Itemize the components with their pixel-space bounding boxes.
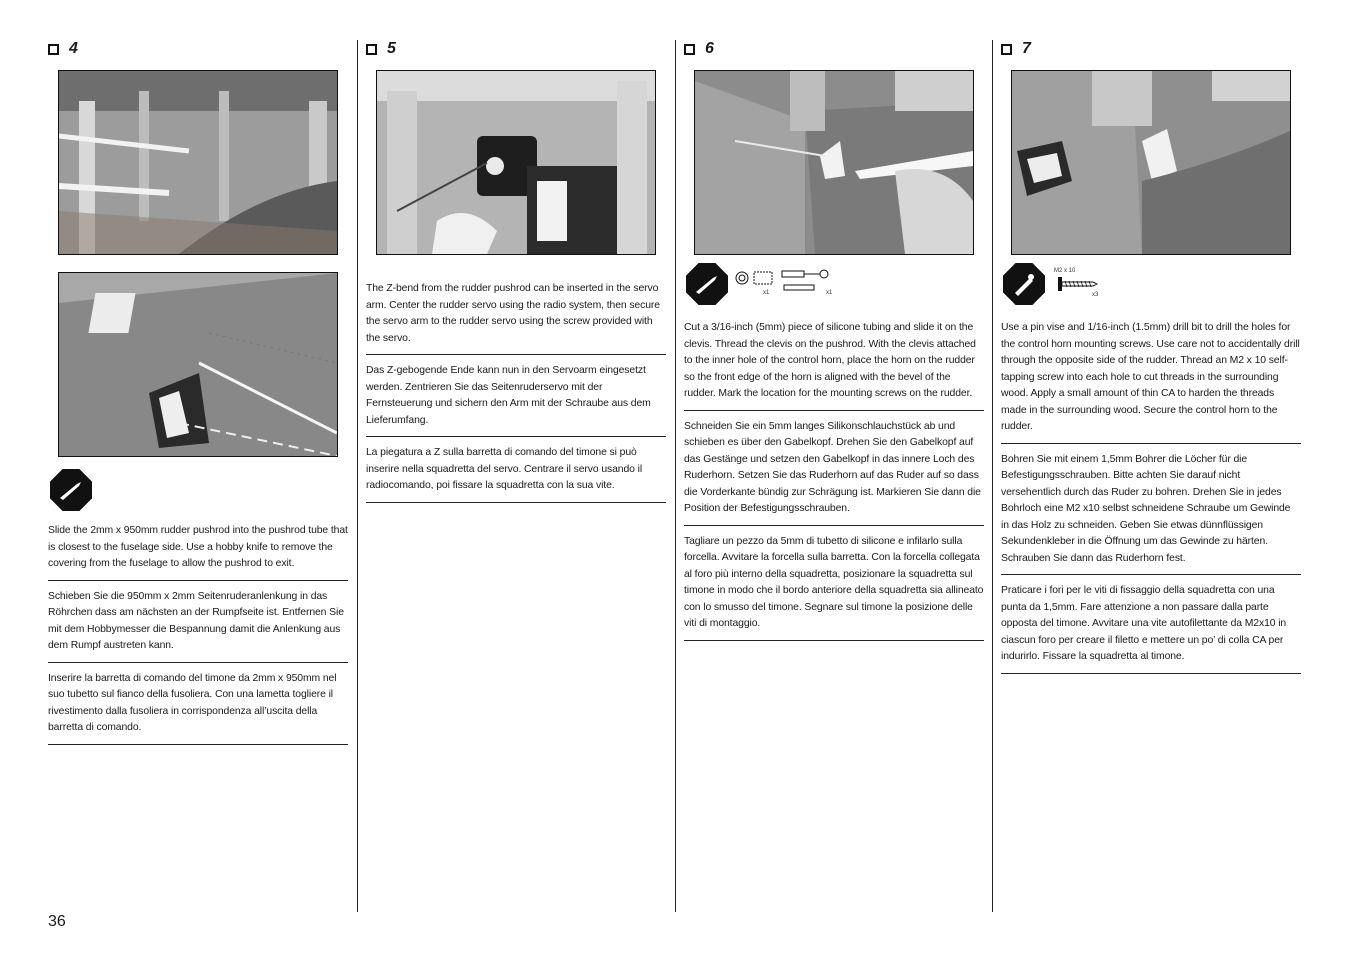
- screw-icon: [1057, 276, 1099, 292]
- step-header: [684, 38, 984, 60]
- step-7: [1001, 38, 1301, 678]
- instruction-de: Bohren Sie mit einem 1,5mm Bohrer die Löcher für die Befestigungsschrauben. Bitte achten Sie darauf nicht versehentlich durch das Ruder zu bohren. Drehen Sie in jedes Bohrloch eine M2 x10 selbst schneidene Schraube um Gewinde in das Holz zu schneiden. Geben Sie etwas dünnflüssigen Sekundenkleber in die Öffnung um das Gewinde zu härten. Schrauben Sie dann das Ruderhorn fest.: [1001, 444, 1301, 576]
- step-header: [366, 38, 666, 60]
- step-number: 4: [69, 40, 78, 57]
- instruction-de: Das Z-gebogende Ende kann nun in den Servoarm eingesetzt werden. Zentrieren Sie das Seitenruderservo mit der Fernsteuerung und sichern den Arm mit der Schraube aus dem Lieferumfang.: [366, 355, 666, 437]
- step-number: 5: [387, 40, 396, 57]
- step-header: [48, 38, 348, 60]
- pin-vise-icon: [1003, 263, 1045, 305]
- instruction-en: Slide the 2mm x 950mm rudder pushrod into the pushrod tube that is closest to the fuselage side. Use a hobby knife to remove the covering from the fuselage to allow the pushrod to exit.: [48, 523, 348, 581]
- column-divider: [992, 40, 993, 912]
- step-4: [48, 38, 348, 758]
- instruction-de: Schieben Sie die 950mm x 2mm Seitenruderanlenkung in das Röhrchen dass am nächsten an der Rumpfseite ist. Entfernen Sie mit dem Hobbymesser die Bespannung damit die Anlenkung aus dem Rumpf austreten kann.: [48, 581, 348, 663]
- step-5: [366, 38, 666, 498]
- instruction-it: La piegatura a Z sulla barretta di comando del timone si può inserire nella squadretta del servo. Centrare il servo usando il radiocomando, poi fissare la squadretta con la sua vite.: [366, 437, 666, 503]
- pushrod-tube-interior-photo: [58, 70, 338, 255]
- instruction-text: [366, 281, 666, 503]
- checkbox-icon[interactable]: [48, 44, 59, 55]
- part-quantity: x1: [826, 290, 833, 296]
- instruction-en: Cut a 3/16-inch (5mm) piece of silicone tubing and slide it on the clevis. Thread the clevis on the pushrod. With the clevis attached to the inner hole of the control horn, place the horn on the rudder so the front edge of the horn is aligned with the bevel of the rudder. Mark the location for the mounting screws on the rudder.: [684, 320, 984, 411]
- fuselage-exit-photo: [58, 272, 338, 457]
- page-number: 36: [48, 913, 66, 930]
- hobby-knife-icon: [686, 263, 728, 305]
- checkbox-icon[interactable]: [1001, 44, 1012, 55]
- instruction-it: Tagliare un pezzo da 5mm di tubetto di silicone e infilarlo sulla forcella. Avvitare la forcella sulla barretta. Con la forcella collegata al foro più interno della squadretta, posizionare la squadretta sul timone in modo che il bordo anteriore della squadretta sia allineato con lo smusso del timone. Segnare sul timone la posizione delle viti di montaggio.: [684, 526, 984, 641]
- instruction-text: [48, 523, 348, 745]
- hobby-knife-icon: [50, 469, 92, 511]
- mounted-control-horn-photo: [1011, 70, 1291, 255]
- part-quantity: x3: [1092, 292, 1099, 298]
- checkbox-icon[interactable]: [366, 44, 377, 55]
- instruction-it: Inserire la barretta di comando del timone da 2mm x 950mm nel suo tubetto sul fianco della fusoliera. Con una lametta togliere il rivestimento dalla fusoliera in corrispondenza all’uscita della barretta di comando.: [48, 663, 348, 745]
- column-divider: [675, 40, 676, 912]
- silicone-tube-icon: [734, 269, 774, 289]
- step-6: [684, 38, 984, 678]
- instruction-it: Praticare i fori per le viti di fissaggio della squadretta con una punta da 1,5mm. Fare attenzione a non passare dalla parte opposta del timone. Avvitare una vite autofilettante da M2x10 in ciascun foro per creare il filetto e mettere un po’ di colla CA per indurirlo. Fissare la squadretta al timone.: [1001, 575, 1301, 674]
- clevis-control-horn-photo: [694, 70, 974, 255]
- instruction-en: The Z-bend from the rudder pushrod can be inserted in the servo arm. Center the rudder servo using the radio system, then secure the servo arm to the rudder servo using the screw provided with the servo.: [366, 281, 666, 355]
- step-header: [1001, 38, 1301, 60]
- checkbox-icon[interactable]: [684, 44, 695, 55]
- step-number: 6: [705, 40, 714, 57]
- step-number: 7: [1022, 40, 1031, 57]
- screw-size-label: M2 x 10: [1054, 268, 1076, 274]
- instruction-text: [1001, 320, 1301, 674]
- servo-arm-photo: [376, 70, 656, 255]
- instruction-en: Use a pin vise and 1/16-inch (1.5mm) drill bit to drill the holes for the control horn mounting screws. Use care not to accidentally drill through the opposite side of the rudder. Thread an M2 x 10 self-tapping screw into each hole to cut threads in the surrounding wood. Apply a small amount of thin CA to harden the threads made in the surrounding wood. Secure the control horn to the rudder.: [1001, 320, 1301, 444]
- part-quantity: x1: [763, 290, 770, 296]
- column-divider: [357, 40, 358, 912]
- instruction-de: Schneiden Sie ein 5mm langes Silikonschlauchstück ab und schieben es über den Gabelkopf. Drehen Sie den Gabelkopf auf das Gestänge und setzen den Gabelkopf in das innere Loch des Ruderhorn. Setzen Sie das Ruderhorn auf das Ruder auf so dass die Vorderkante bündig zur Schrägung ist. Markieren Sie dann die Position der Befestigungsschrauben.: [684, 411, 984, 526]
- instruction-text: [684, 320, 984, 641]
